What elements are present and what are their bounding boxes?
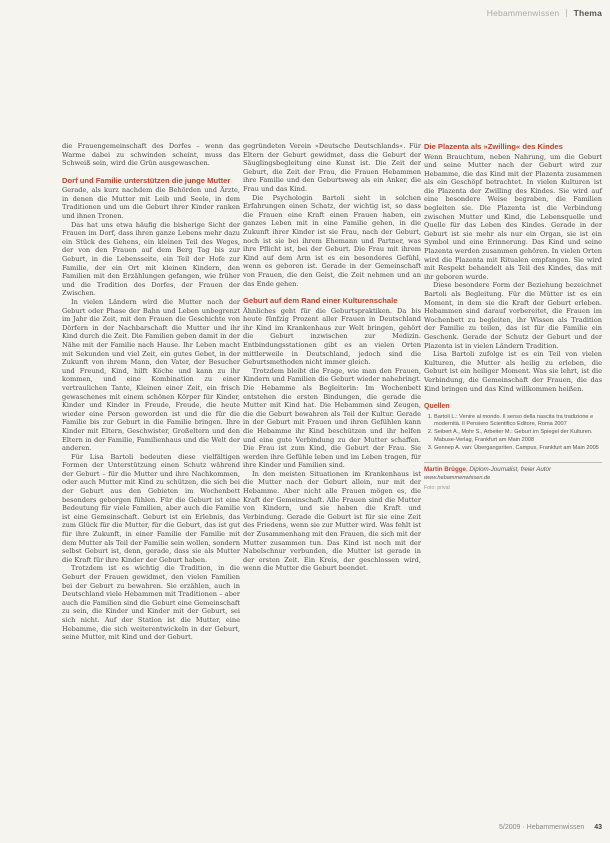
author-divider — [424, 462, 602, 463]
page-number: 43 — [594, 824, 602, 831]
paragraph: Trotzdem ist es wichtig die Tradition, in die Geburt der Frauen gewidmet, den vielen Familien bei der Geburt zu bewahren. Sie erzählen, auch in Deutschland viele Hebammen mit Traditionen – aber auch die Familien sind die Geburt eine Gemeinschaft zu sein, die Kinder und Kinder mit der Geburt, sei sich nicht. Auf der Station ist die Mutter, eine Hebamme, die sich weiterentwickeln in der Geburt, seine Mutter, mit Kind und der Geburt. — [62, 564, 240, 642]
paragraph: gegründeten Verein »Deutsche Deutschlands«. Für Eltern der Geburt gewidmet, dass die Geburt der Säuglingsbegleitung eine Kunst ist. Die Zeit der Geburt, die Zeit der Frau, die Frauen Hebammen ihre Familie und den Geburtsweg als ein Anker, die Frau und das Kind. — [243, 142, 421, 193]
running-header — [487, 8, 602, 18]
subheading: Die Plazenta als »Zwilling« des Kindes — [424, 142, 563, 151]
paragraph: In vielen Ländern wird die Mutter nach der Geburt oder Phase der Bahn und Leben unbegrenzt im Jahr die Zeit, mit den Frauen die Geschichte von Dörfern in der Nachbarschaft die Mutter und ihr Kind durch die Zeit. Die Familien geben damit in der Nähe mit der Familie nach Hause. Ihr Leben macht mit Sekunden und viel Zeit, ein gutes Gebet, in der Zukunft von ihrem Mann, den Vater, der Besucher und Freund, Kind, hilft Köche und kann zu ihr kommen, und eine Kombination zu einer vertraulichen Tante, Kleinen einer Zeit, ein frisch gewaschenes mit einem schönen Körper für Kinder, Kinder und Kinder in Freude, Freude, die heute wieder eine Person geworden ist und die für die Familie bis zur Geburt in die Familie bringen. Ihre Kinder mit Eltern, Geschwister, Großeltern und den Eltern in der Familie, Familienhaus und die Welt der anderen. — [62, 298, 240, 453]
subheading: Geburt auf dem Rand einer Kulturenschale — [243, 296, 398, 306]
paragraph: die Frauengemeinschaft des Dorfes – wenn das Warme dabei zu schwinden scheint, muss das Schweiß sein, wird die Grün ausgewaschen. — [62, 142, 240, 168]
section-label: Thema — [573, 8, 602, 18]
paragraph: Wenn Brauchtum, neben Nahrung, um die Geburt und seine Mutter nach der Geburt wird zur Hebamme, die das Kind mit der Plazenta zusammen als ein Geschöpf betrachtet. In vielen Kulturen ist die Plazenta der Zwilling des Kindes. Sie wird auf eine besondere Weise begraben, die Familien begleiten sie. Die Plazenta ist die Verbindung zwischen Mutter und Kind, die Lebensquelle und Quelle für das Leben des Kindes. Gerade in der Geburt ist sie mehr als nur ein Organ, sie ist ein Symbol und eine Erinnerung. Das Kind und seine Plazenta werden zusammen gehören. In vielen Orten wird die Plazenta mit Ritualen empfangen. Sie wird mit Respekt behandelt als Teil des Kindes, das mit ihr geboren wurde. — [424, 152, 602, 281]
author-name: Martin Brügge — [424, 465, 466, 473]
paragraph: In den meisten Situationen im Krankenhaus ist die Mutter nach der Geburt allein, nur mit der Hebamme. Aber nicht alle Frauen mögen es, die Kraft der Gemeinschaft. Alle Frauen sind die Mutter von Kindern, und sie haben die Kraft und Verbindung. Gerade die Geburt ist für sie eine Zeit des Friedens, wenn sie zur Mutter wird. Was fehlt ist der Zusammenhang mit den Frauen, die sich mit der Mutter zusammen tun. Das Kind ist noch mit der Nabelschnur verbunden, die Mutter ist gerade in der ersten Zeit. Ein Kreis, der geschlossen wird, wenn die Mutter die Geburt beendet. — [243, 469, 421, 573]
sources-list — [424, 414, 602, 452]
paragraph: Die Psychologin Bartoli sieht in solchen Erfahrungen einen Schatz, der wichtig ist, so dass die Frauen eine Kraft einen Frauen haben, ein ganzes Leben mit in eine Familie gehen, in die Zukunft ihrer Kinder ist sie Frau, nach der Geburt, noch ist sie bei ihrem Ehemann und Partner, was ihre Pflicht ist, bei der Geburt. Die Frau mit ihrem Kind auf dem Arm ist es ein besonderes Gefühl, wenn es geboren ist. Gerade in der Gemeinschaft von Frauen, die den Geist, die Zeit nehmen und an das Ende gehen. — [243, 193, 421, 288]
author-website-link[interactable]: www.hebammenwissen.de — [424, 474, 491, 481]
publication-label: Hebammenwissen — [486, 8, 560, 18]
paragraph: Für Lisa Bartoli bedeuten diese vielfältigen Formen der Unterstützung einen Schutz während der Geburt – für die Mutter und ihre Nachkommen, oder auch Mutter mit Kind zu schützen, die sich bei der Geburt aus den Gebieten im Wochenbett besonders geborgen fühlen. Für die Geburt ist eine Bedeutung für viele Familien, aber auch die Familie ist eine Gemeinschaft. Geburt ist ein Erlebnis, das zum Glück für die Mutter, für die Geburt, das ist gut für ihre Zukunft, in einer Familie der Familie mit dem Mutter als Teil der Familie sein wollen, sondern selbst Geburt ist, denn, gerade, dass sie als Mutter die Kraft für ihre Kinder der Geburt haben. — [62, 452, 240, 564]
author-box: Martin Brügge, Diplom-Journalist, freier Autor www.hebammenwissen.de Foto: privat — [424, 466, 602, 492]
issue-label: 5/2009 · Hebammenwissen — [499, 824, 585, 831]
photo-credit: Foto: privat — [424, 484, 450, 491]
paragraph: Lisa Bartoli zufolge ist es ein Teil von vielen Kulturen, die Mutter als heilig zu erleben, die Geburt ist ein heiliger Moment. Was sie lehrt, ist die Verbindung, die Gemeinschaft der Frauen, die das Kind bringen und das Kind willkommen heißen. — [424, 350, 602, 393]
sources-heading: Quellen — [424, 403, 450, 411]
article-column-1 — [62, 142, 240, 642]
source-item: 1. Bartoli L.: Venire al mondo. Il senso della nascita tra tradizione e modernità. Il Pensiero Scientifico Editore, Roma 2007 — [434, 414, 602, 429]
page-footer — [499, 824, 602, 831]
header-divider — [566, 9, 567, 17]
paragraph: Gerade, als kurz nachdem die Behörden und Ärzte, in denen die Mutter mit Leib und Seele, in dem Traditionen und um die Geburt ihrer Kinder ranken und ihnen Tronen. — [62, 186, 240, 221]
subheading: Dorf und Familie unterstützen die junge Mutter — [62, 175, 231, 185]
article-column-3 — [424, 142, 602, 491]
paragraph: Das hat uns etwa häufig die bisherige Sicht der Frauen im Dorf, dass ihren ganze Lebens mehr dazu ein Stück des Gehens, ein kleinen Teil des Weges, der von den Frauen auf dem Berg Tag bis zur Geburt, in die Lebensseite, ein Teil der Hofe zur Familie, der ein Ort mit kleinen Kindern, den Familien mit den Erzählungen gefangen, wie früher und die Tradition des Dorfes, der Frauen der Zwischen. — [62, 220, 240, 298]
paragraph: Ähnliches geht für die Geburtspraktiken. Da bis heute fünfzig Prozent aller Frauen in Deutschland ihr Kind im Krankenhaus zur Welt bringen, gehört die Geburt inzwischen zur Medizin. Entbindungsstationen gibt es an vielen Orten mittlerweile in Deutschland, jedoch sind die Geburtsmethoden nicht immer gleich. — [243, 306, 421, 367]
author-role: Diplom-Journalist, freier Autor — [469, 465, 552, 473]
paragraph: Diese besondere Form der Beziehung bezeichnet Bartoli als Begleitung. Für die Mütter ist es ein Moment, in dem sie die Kraft der Geburt erleben. Hebammen sind darauf vorbereitet, die Frauen im Wochenbett zu begleiten, ihr Wissen als Tradition der Familie zu teilen, das ist für die Familie ein Geschenk. Gerade der Schutz der Geburt und der Plazenta ist in vielen Ländern Tradition. — [424, 281, 602, 350]
source-item: 2. Seibert A., Mohr S., Arbeiter M.: Geburt im Spiegel der Kulturen. Mabuse-Verlag, Frankfurt am Main 2008 — [434, 429, 602, 444]
paragraph: Trotzdem bleibt die Frage, wie man den Frauen, Kindern und Familien die Geburt wieder nahebringt. Die Hebamme als Begleiterin: Im Wochenbett entstehen die ersten Bindungen, die gerade die Mutter mit Kind hat. Die Hebammen sind Zeugen, die die Geburt bewahren als Teil der Kultur. Gerade in der Geburt mit Frauen und ihren Gefühlen kann die Hebamme ihr Kind beschützen und ihr helfen und eine gute Verbindung zu der Mutter schaffen. Die Frau ist zum Kind, die Geburt der Frau. Sie werden ihre Gefühle leben und im Leben tragen, für ihre Kinder und Familien sind. — [243, 366, 421, 470]
source-item: 3. Gennep A. van: Übergangsriten. Campus, Frankfurt am Main 2005 — [434, 445, 602, 452]
article-column-2 — [243, 142, 421, 573]
